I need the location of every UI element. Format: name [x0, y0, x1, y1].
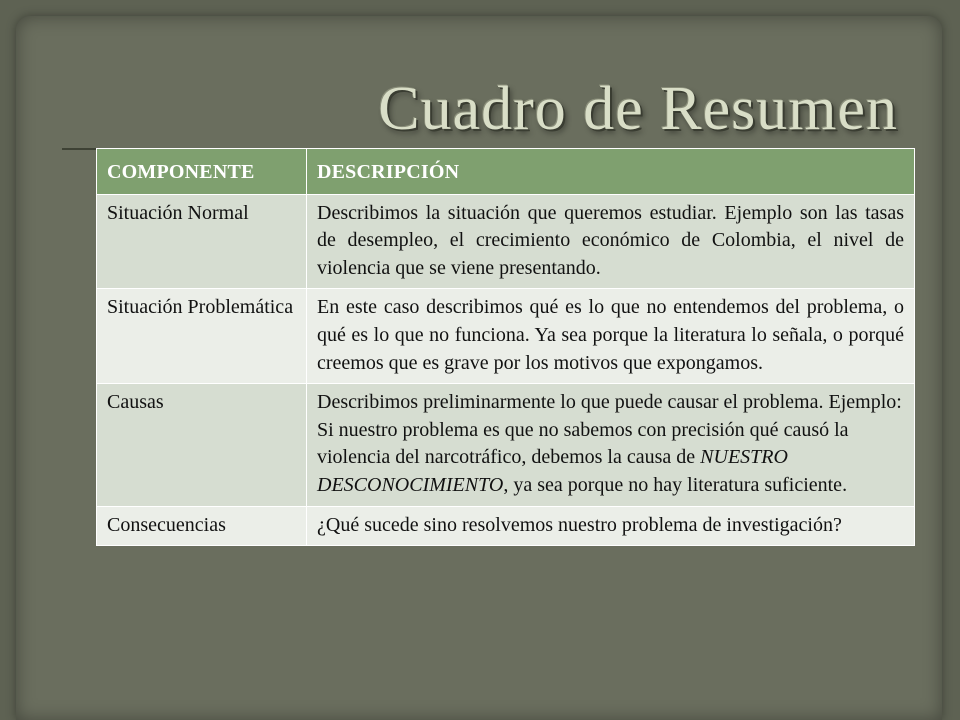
- row-component-causas: Causas: [97, 384, 307, 506]
- row-description-situacion-normal: Describimos la situación que queremos estudiar. Ejemplo son las tasas de desempleo, el crecimiento económico de Colombia, el nivel de violencia que se viene presentando.: [307, 194, 915, 289]
- table-row: [97, 384, 915, 506]
- title-rule: [62, 148, 96, 150]
- table-row: [97, 194, 915, 289]
- row-component-situacion-problematica: Situación Problemática: [97, 289, 307, 384]
- row-description-causas: [307, 384, 915, 506]
- causas-text-after: , ya sea porque no hay literatura suficiente.: [503, 473, 848, 496]
- row-component-situacion-normal: Situación Normal: [97, 194, 307, 289]
- table-row: [97, 506, 915, 546]
- causas-text-before: Describimos preliminarmente lo que puede causar el problema. Ejemplo: Si nuestro problema es que no sabemos con precisión qué causó la violencia del narcotráfico, debemos la causa de: [317, 391, 902, 469]
- row-description-consecuencias: ¿Qué sucede sino resolvemos nuestro problema de investigación?: [307, 506, 915, 546]
- summary-table: [96, 148, 915, 546]
- causas-text-emphasis: NUESTRO DESCONOCIMIENTO: [317, 446, 788, 496]
- row-component-consecuencias: Consecuencias: [97, 506, 307, 546]
- header-component: COMPONENTE: [97, 149, 307, 195]
- table-header-row: [97, 149, 915, 195]
- table-row: [97, 289, 915, 384]
- row-description-situacion-problematica: En este caso describimos qué es lo que no entendemos del problema, o qué es lo que no funciona. Ya sea porque la literatura lo señala, o porqué creemos que es grave por los motivos que expongamos.: [307, 289, 915, 384]
- slide-title: Cuadro de Resumen: [378, 75, 898, 143]
- header-description: DESCRIPCIÓN: [307, 149, 915, 195]
